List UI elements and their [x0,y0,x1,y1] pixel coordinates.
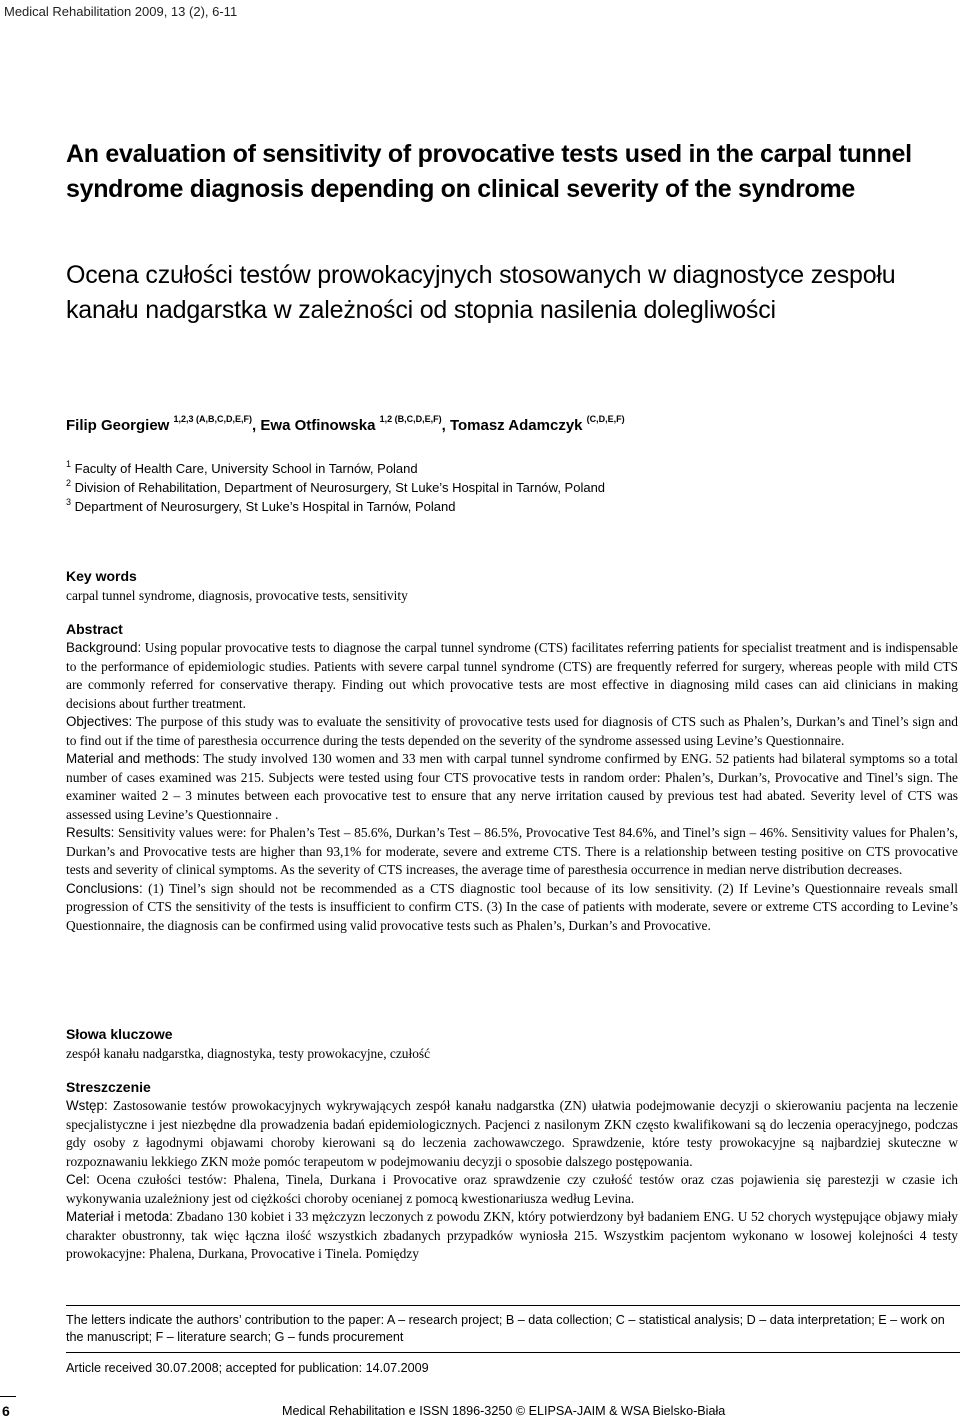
page-number: 6 [2,1403,10,1419]
abstract-paragraph [66,880,958,936]
abstract-pl-paragraph [66,1097,958,1171]
author-name: Filip Georgiew [66,417,170,434]
abstract-pl-body [66,1097,958,1264]
affiliation-number: 3 [66,497,72,507]
author-name: Ewa Otfinowska [260,417,376,434]
abstract-paragraph [66,750,958,824]
running-header: Medical Rehabilitation 2009, 13 (2), 6-11 [4,4,238,19]
affiliation-number: 2 [66,478,72,488]
article-received: Article received 30.07.2008; accepted for publication: 14.07.2009 [66,1361,429,1375]
abstract-paragraph-text: The purpose of this study was to evaluate the sensitivity of provocative tests used for diagnosis of CTS such as Phalen’s, Durkan’s and Tinel’s sign and to find out if the time of paresthesia occurrence during the tests depended on the severity of the syndrome assessed using Levine’s Questionnaire. [66,714,958,748]
author-separator: , [252,417,261,434]
abstract-paragraph-text: (1) Tinel’s sign should not be recommended as a CTS diagnostic tool because of its low sensitivity. (2) If Levine’s Questionnaire reveals small progression of CTS the sensitivity of the tests is insufficient to confirm CTS. (3) In the case of patients with moderate, severe or extreme CTS according to Levine’s Questionnaire, the diagnosis can be confirmed using valid provocative tests such as Phalen’s, Durkan’s and Provocative. [66,880,958,933]
received-divider [66,1352,960,1353]
author-affiliation-marks: 1,2 (B,C,D,E,F) [379,414,442,424]
abstract-label: Conclusions: [66,880,143,896]
abstract-paragraph [66,824,958,880]
affiliation [66,459,946,476]
abstract-pl-paragraph-text: Ocena czułości testów: Phalena, Tinela, Durkana i Provocative oraz sprawdzenie czy czułość testów oraz czas pojawienia się parestezji w czasie ich wykonywania uzależniony jest od ciężkości choroby ocenianej z pomocą kwestionariusza według Levina. [66,1172,958,1206]
affiliation-text: Division of Rehabilitation, Department of Neurosurgery, St Luke’s Hospital in Tarnów, Poland [74,480,606,495]
abstract-pl-label: Wstęp: [66,1098,108,1113]
abstract-pl-paragraph-text: Zbadano 130 kobiet i 33 mężczyzn leczonych z powodu ZKN, który potwierdzony był badaniem ENG. U 52 chorych występujące objawy miały charakter obustronny, tak więc łączna ilość wszystkich zbadanych przypadków wyniosła 215. Wszystkim pacjentom wykonano w losowej kolejności 4 testy prowokacyjne: Phalena, Durkana, Provocative i Tinela. Pomiędzy [66,1209,958,1261]
abstract-pl-label: Cel: [66,1172,90,1187]
abstract-pl-heading: Streszczenie [66,1079,151,1095]
abstract-paragraph [66,639,958,713]
affiliation [66,497,946,514]
keywords-pl-text: zespół kanału nadgarstka, diagnostyka, testy prowokacyjne, czułość [66,1046,431,1061]
contribution-footnote: The letters indicate the authors’ contribution to the paper: A – research project; B – data collection; C – statistical analysis; D – data interpretation; E – work on the manuscript; F – literature search; G – funds procurement [66,1313,945,1344]
page-number-rule [0,1396,16,1397]
author-affiliation-marks: (C,D,E,F) [586,414,625,424]
affiliation-text: Department of Neurosurgery, St Luke’s Hospital in Tarnów, Poland [74,499,456,514]
author-affiliation-marks: 1,2,3 (A,B,C,D,E,F) [173,414,253,424]
affiliation-text: Faculty of Health Care, University School in Tarnów, Poland [74,461,418,476]
keywords-heading: Key words [66,568,137,584]
abstract-label: Results: [66,825,115,840]
author-separator: , [441,417,450,434]
keywords-text: carpal tunnel syndrome, diagnosis, provocative tests, sensitivity [66,588,408,603]
title-english: An evaluation of sensitivity of provocative tests used in the carpal tunnel syndrome diagnosis depending on clinical severity of the syndrome [66,140,912,203]
abstract-paragraph-text: Using popular provocative tests to diagnose the carpal tunnel syndrome (CTS) facilitates referring patients for specialist treatment and is indispensable to the performance of epidemiologic studies. Patients with severe carpal tunnel syndrome (CTS) are frequently referred for surgery, whereas people with mild CTS are commonly referred for conservative therapy. Finding out which provocative tests are most effective in diagnosing mild cases can aid clinicians in making decisions about further treatment. [66,640,958,711]
author-list [66,414,625,434]
abstract-paragraph-text: Sensitivity values were: for Phalen’s Test – 85.6%, Durkan’s Test – 86.5%, Provocative Test 84.6%, and Tinel’s sign – 46%. Sensitivity values for Phalen’s, Durkan’s and Provocative tests are higher than 93,1% for moderate, severe and extreme CTS. There is a relationship between testing positive on CTS provocative tests and severity of clinical symptoms. As the severity of CTS increases, the average time of paresthesia occurrence in median nerve distribution decreases. [66,825,958,877]
footer-journal: Medical Rehabilitation e ISSN 1896-3250 © ELIPSA-JAIM & WSA Bielsko-Biała [282,1404,726,1418]
abstract-paragraph [66,713,958,750]
affiliation [66,478,946,495]
affiliation-number: 1 [66,459,72,469]
author-name: Tomasz Adamczyk [449,417,583,434]
abstract-label: Background: [66,640,142,655]
abstract-pl-label: Materiał i metoda: [66,1209,173,1224]
abstract-pl-paragraph-text: Zastosowanie testów prowokacyjnych wykrywających zespół kanału nadgarstka (ZN) ułatwia podejmowanie decyzji o skierowaniu pacjenta na leczenie specjalistyczne i jest niezbędne dla prowadzenia badań epidemiologicznych. Pacjenci z nasilonym ZKN często kwalifikowani są do leczenia operacyjnego, podczas gdy osoby z łagodnymi objawami choroby kierowani są do leczenia zachowawczego. Sprawdzenie, które testy prowokacyjne są najbardziej skuteczne w rozpoznawaniu lekkiego ZKN może pomóc terapeutom w podejmowaniu decyzji o sposobie dalszego postępowania. [66,1098,958,1169]
abstract-pl-paragraph [66,1171,958,1208]
footnote-divider [66,1305,960,1306]
keywords-pl-heading: Słowa kluczowe [66,1026,173,1042]
abstract-body [66,639,958,935]
abstract-label: Objectives: [66,714,133,729]
abstract-label: Material and methods: [66,751,200,766]
title-polish: Ocena czułości testów prowokacyjnych stosowanych w diagnostyce zespołu kanału nadgarstka w zależności od stopnia nasilenia dolegliwości [66,261,896,324]
abstract-pl-paragraph [66,1208,958,1264]
abstract-heading: Abstract [66,621,123,637]
abstract-paragraph-text: The study involved 130 women and 33 men with carpal tunnel syndrome confirmed by ENG. 52 patients had bilateral symptoms so a total number of cases examined was 215. Subjects were tested using four CTS provocative tests in random order: Phalen’s, Durkan’s, Provocative and Tinel’s sign. The examiner waited 2 – 3 minutes between each provocative test to ensure that any nerve irritation caused by previous test had abated. Severity level of CTS was assessed using Levine’s Questionnaire . [66,751,958,822]
